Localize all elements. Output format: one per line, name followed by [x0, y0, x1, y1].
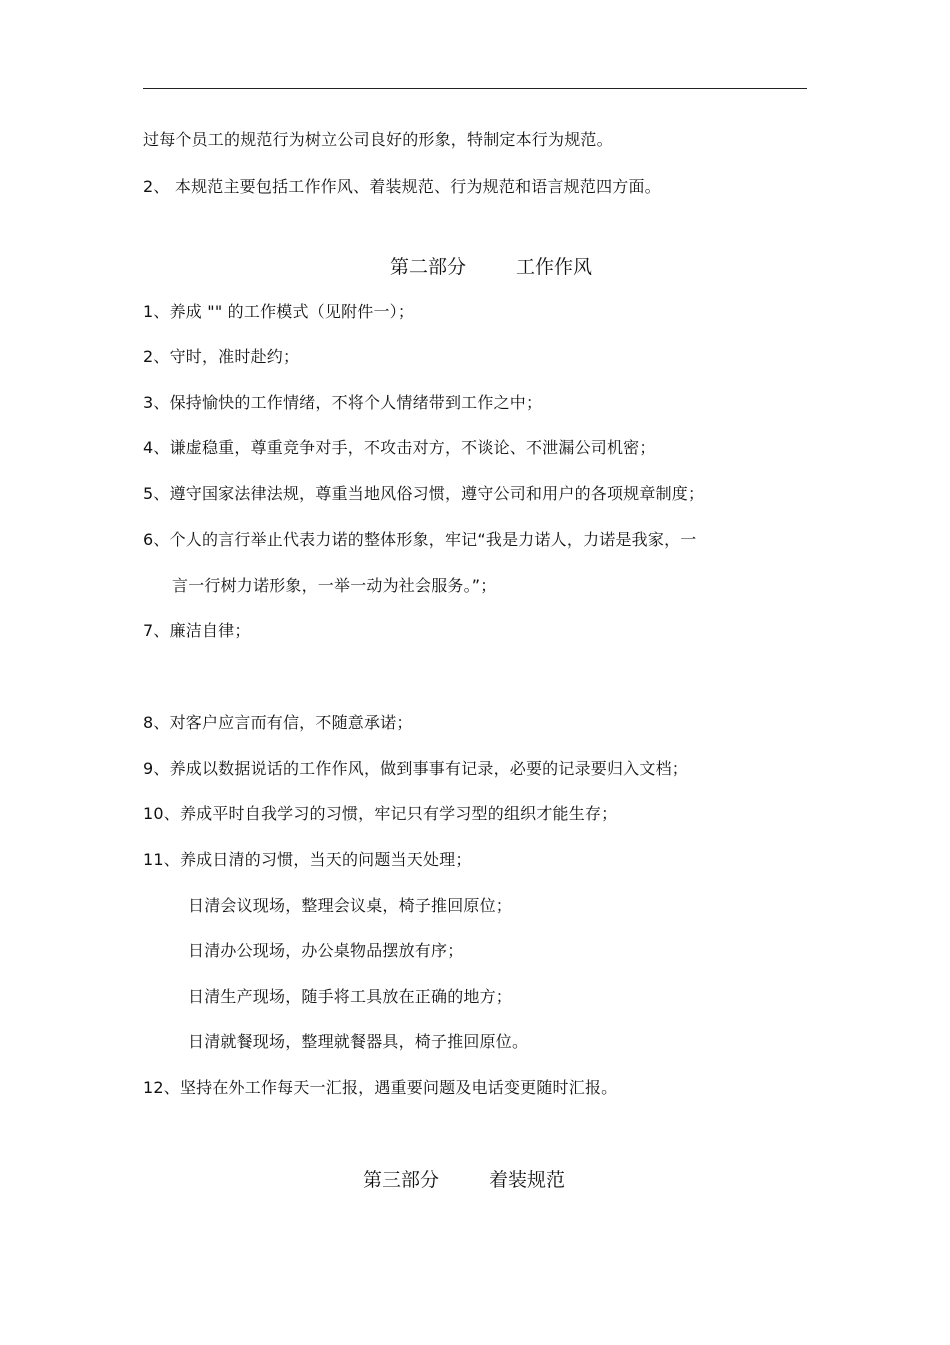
sub-item: 日清就餐现场，整理就餐器具，椅子推回原位。 [188, 1032, 529, 1051]
section-heading-dress-code [363, 1167, 565, 1193]
list-item: 3、保持愉快的工作情绪，不将个人情绪带到工作之中； [143, 393, 543, 412]
list-item: 12、坚持在外工作每天一汇报，遇重要问题及电话变更随时汇报。 [143, 1078, 618, 1097]
list-item: 10、养成平时自我学习的习惯，牢记只有学习型的组织才能生存； [143, 804, 618, 823]
intro-line-1: 过每个员工的规范行为树立公司良好的形象，特制定本行为规范。 [143, 130, 613, 149]
sub-item: 日清办公现场，办公桌物品摆放有序； [188, 941, 464, 960]
list-item-continuation: 言一行树力诺形象，一举一动为社会服务。”； [172, 576, 497, 595]
section-part-label: 第二部分 [390, 256, 467, 278]
list-item: 8、对客户应言而有信，不随意承诺； [143, 713, 413, 732]
section-part-label: 第三部分 [363, 1169, 440, 1191]
sub-item: 日清生产现场，随手将工具放在正确的地方； [188, 987, 513, 1006]
section-title: 工作作风 [516, 256, 593, 278]
list-item: 5、遵守国家法律法规，尊重当地风俗习惯，遵守公司和用户的各项规章制度； [143, 484, 705, 503]
list-item: 6、个人的言行举止代表力诺的整体形象，牢记“我是力诺人，力诺是我家，一 [143, 530, 697, 549]
intro-line-2: 2、 本规范主要包括工作作风、着装规范、行为规范和语言规范四方面。 [143, 177, 661, 196]
list-item: 2、守时，准时赴约； [143, 347, 300, 366]
list-item: 11、养成日清的习惯，当天的问题当天处理； [143, 850, 472, 869]
header-rule [143, 88, 807, 89]
sub-item: 日清会议现场，整理会议桌，椅子推回原位； [188, 896, 513, 915]
list-item: 7、廉洁自律； [143, 621, 251, 640]
list-item: 1、养成 "" 的工作模式（见附件一）； [143, 302, 415, 321]
list-item: 9、养成以数据说话的工作作风，做到事事有记录，必要的记录要归入文档； [143, 759, 688, 778]
section-heading-work-style [390, 254, 592, 280]
section-title: 着装规范 [489, 1169, 566, 1191]
list-item: 4、谦虚稳重，尊重竞争对手，不攻击对方，不谈论、不泄漏公司机密； [143, 438, 656, 457]
